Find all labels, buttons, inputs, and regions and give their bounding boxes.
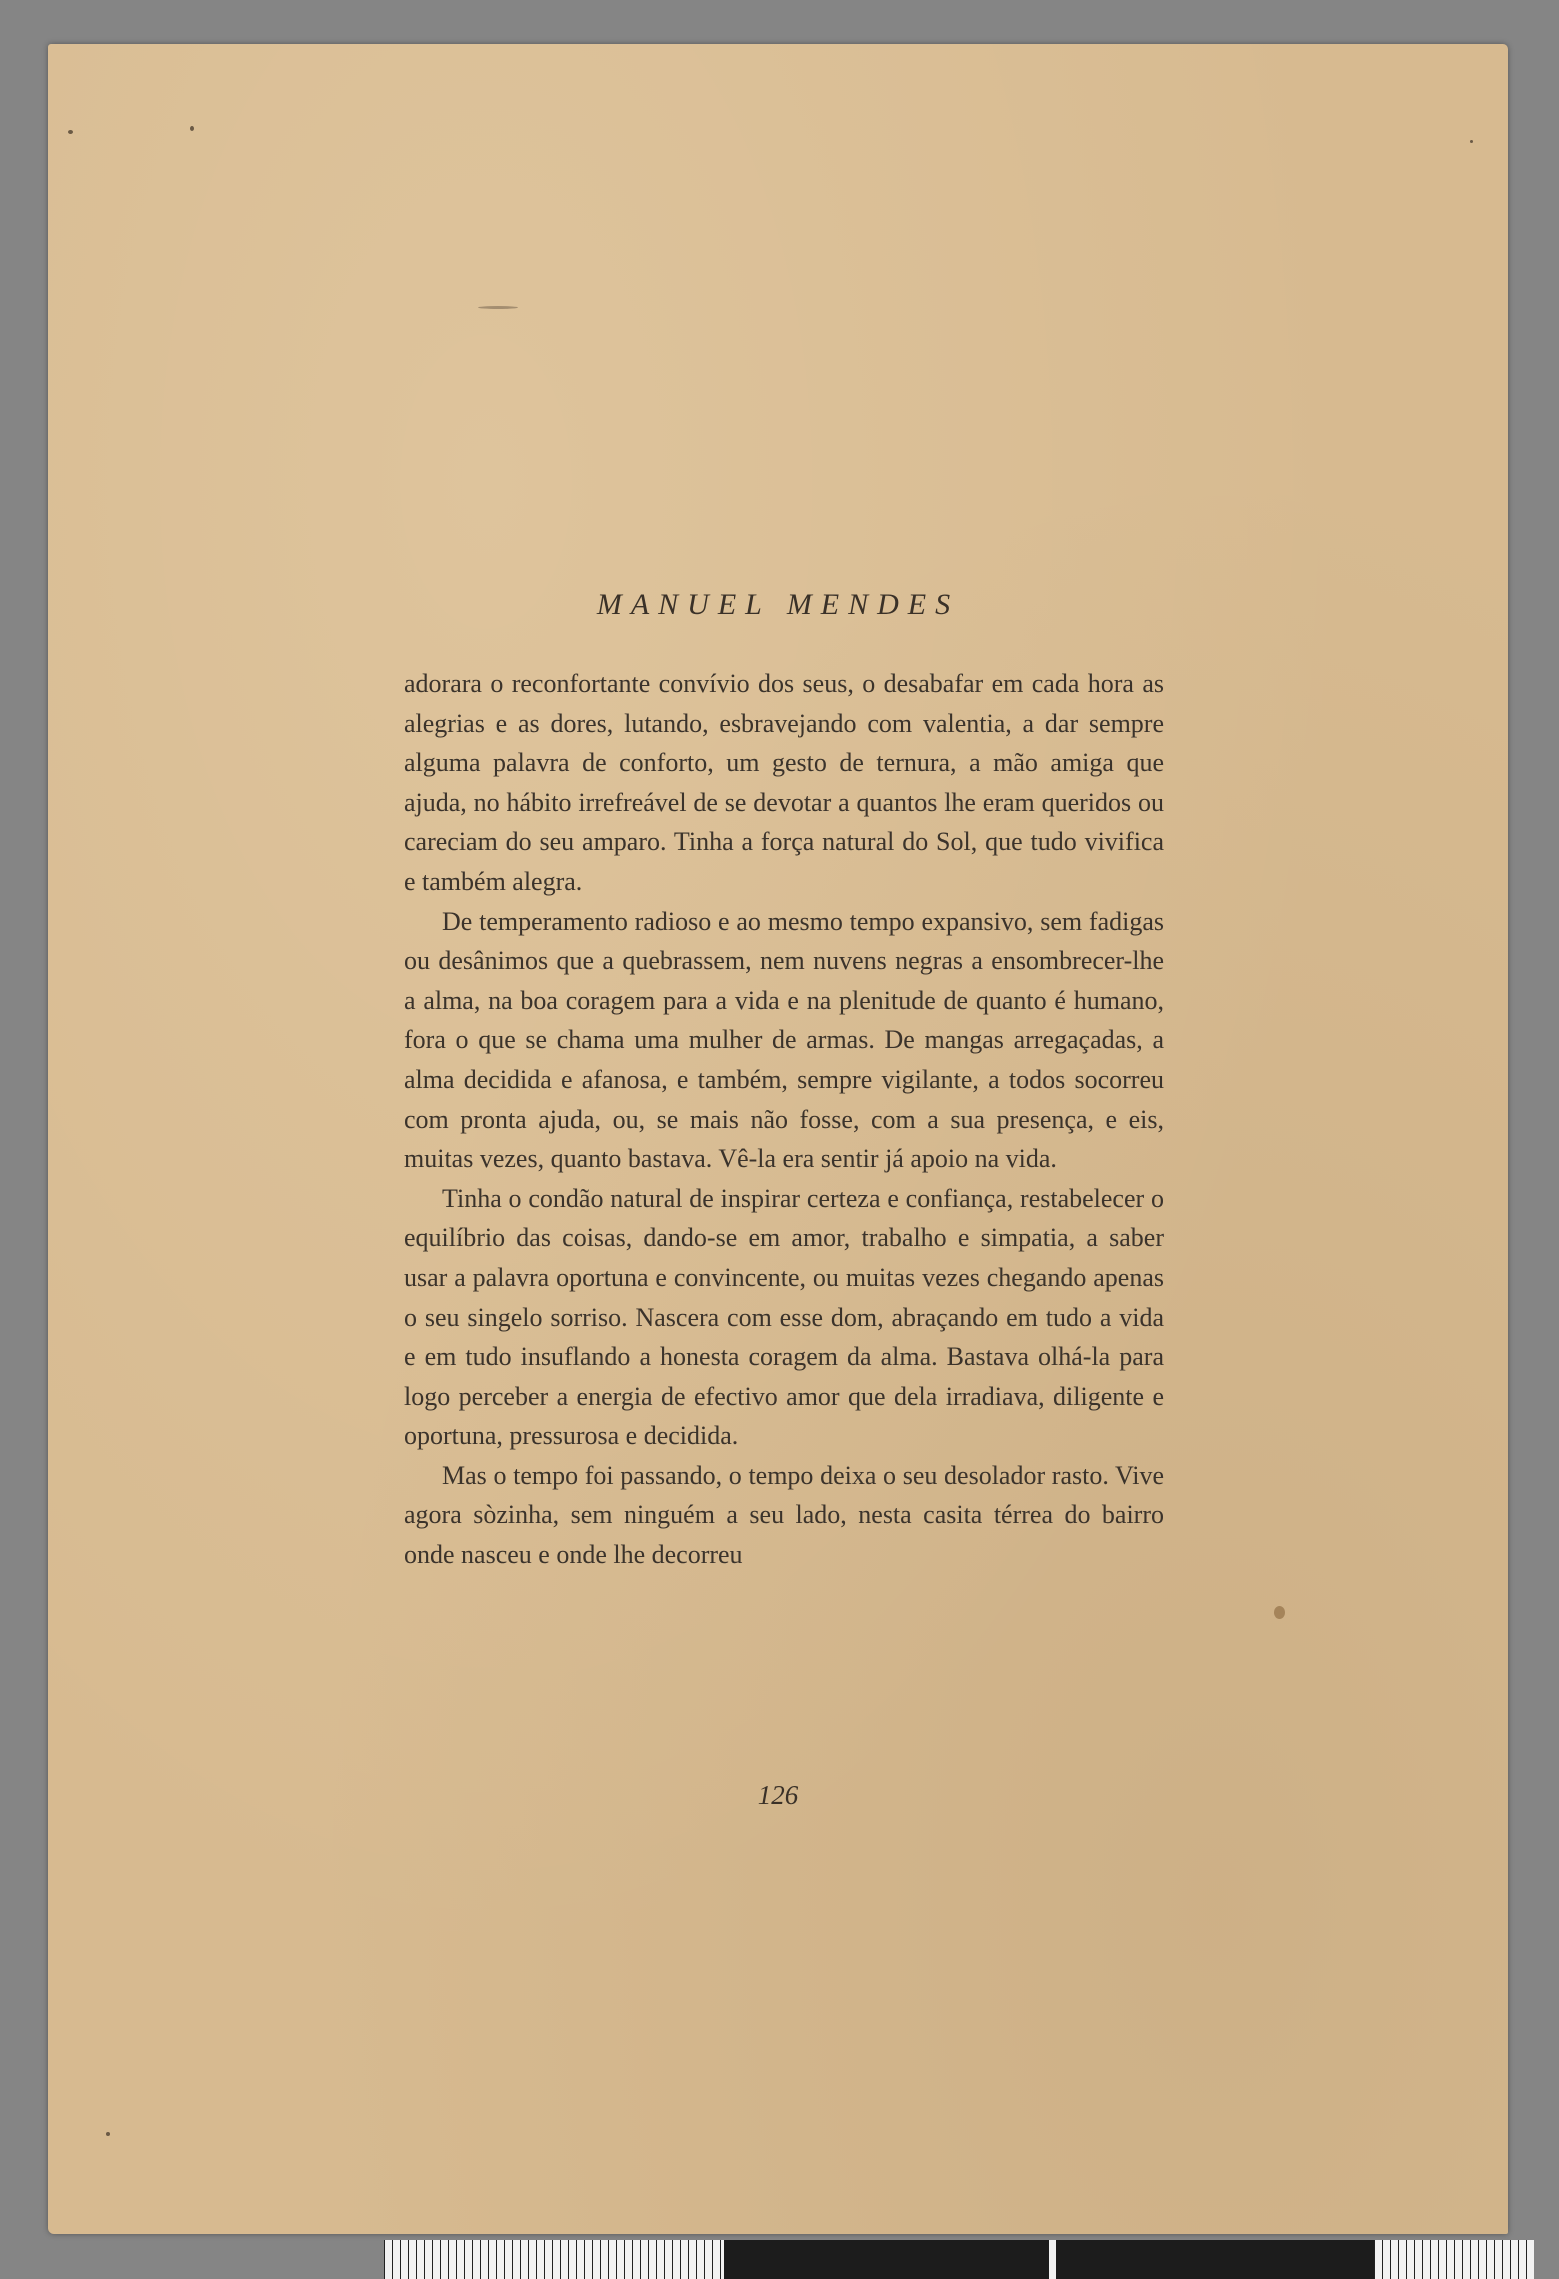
page-number: 126 [757, 1780, 799, 1810]
book-page [48, 44, 1508, 2234]
paper-speck [68, 130, 73, 134]
paper-speck [106, 2132, 110, 2136]
scale-ruler [384, 2240, 1534, 2279]
paragraph: De temperamento radioso e ao mesmo tempo expansivo, sem fadigas ou desânimos que a quebrassem, nem nuvens negras a ensombrecer-lhe a alma, na boa coragem para a vida e na plenitude de quanto é humano, fora o que se chama uma mulher de armas. De mangas arregaçadas, a alma decidida e afanosa, e também, sempre vigilante, a todos socorreu com pronta ajuda, ou, se mais não fosse, com a sua presença, e eis, muitas vezes, quanto bastava. Vê-la era sentir já apoio na vida. [404, 906, 1164, 1174]
body-text [404, 664, 1164, 1575]
ruler-ticks [1374, 2240, 1534, 2279]
paragraph: adorara o reconfortante convívio dos seus, o desabafar em cada hora as alegrias e as dores, lutando, esbravejando com valentia, a dar sempre alguma palavra de conforto, um gesto de ternura, a mão amiga que ajuda, no hábito irrefreável de se devotar a quantos lhe eram queridos ou careciam do seu amparo. Tinha a força natural do Sol, que tudo vivifica e também alegra. [404, 669, 1164, 896]
ruler-block [1056, 2240, 1374, 2279]
ruler-block [724, 2240, 1049, 2279]
paper-speck [1470, 140, 1473, 143]
paper-speck [190, 126, 194, 131]
paper-speck [1274, 1606, 1285, 1619]
paragraph: Tinha o condão natural de inspirar certeza e confiança, restabelecer o equilíbrio das coisas, dando-se em amor, trabalho e simpatia, a saber usar a palavra oportuna e convincente, ou muitas vezes chegando apenas o seu singelo sorriso. Nascera com esse dom, abraçando em tudo a vida e em tudo insuflando a honesta coragem da alma. Bastava olhá-la para logo perceber a energia de efectivo amor que dela irradiava, diligente e oportuna, pressurosa e decidida. [404, 1183, 1164, 1451]
ruler-ticks [384, 2240, 724, 2279]
running-head: MANUEL MENDES [596, 588, 960, 621]
paper-speck [478, 306, 518, 309]
paragraph: Mas o tempo foi passando, o tempo deixa o seu desolador rasto. Vive agora sòzinha, sem ninguém a seu lado, nesta casita térrea do bairro onde nasceu e onde lhe decorreu [404, 1460, 1164, 1570]
